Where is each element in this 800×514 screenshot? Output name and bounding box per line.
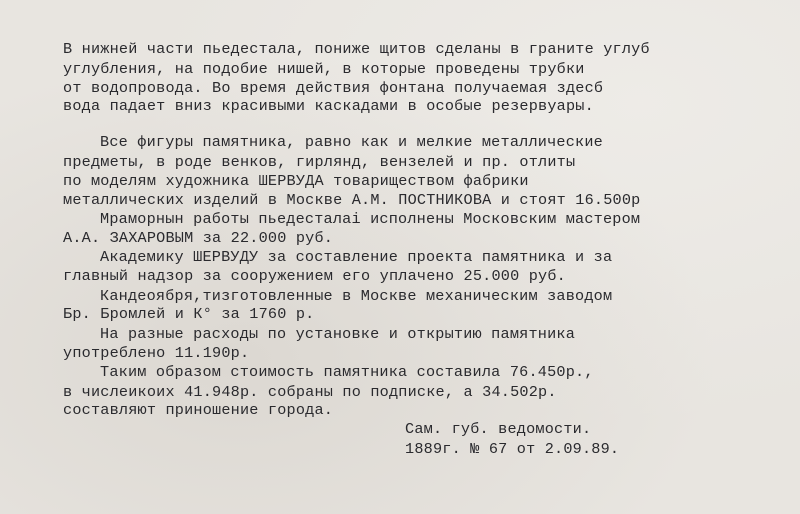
source-line: Сам. губ. ведомости. — [405, 420, 592, 438]
text-line: В нижней части пьедестала, пониже щитов сделаны в граните углуб — [63, 40, 650, 58]
text-line: углубления, на подобие нишей, в которые проведены трубки — [63, 60, 585, 78]
text-line: металлических изделий в Москве А.М. ПОСТНИКОВА и стоят 16.500р — [63, 191, 641, 209]
text-line: Таким образом стоимость памятника составила 76.450р., — [100, 363, 594, 381]
text-line: Академику ШЕРВУДУ за составление проекта памятника и за — [100, 248, 613, 266]
source-date-line: 1889г. № 67 от 2.09.89. — [405, 440, 620, 458]
text-line: Бр. Бромлей и К° за 1760 р. — [63, 305, 315, 323]
text-line: вода падает вниз красивыми каскадами в особые резервуары. — [63, 97, 594, 115]
text-line: в числеикоих 41.948р. собраны по подписке, а 34.502р. — [63, 383, 557, 401]
text-line: употреблено 11.190р. — [63, 344, 250, 362]
text-line: На разные расходы по установке и открытию памятника — [100, 325, 576, 343]
text-line: составляют приношение города. — [63, 401, 334, 419]
text-line: А.А. ЗАХАРОВЫМ за 22.000 руб. — [63, 229, 334, 247]
text-line: по моделям художника ШЕРВУДА товариществом фабрики — [63, 172, 529, 190]
text-line: главный надзор за сооружением его уплачено 25.000 руб. — [63, 267, 566, 285]
text-line: Кандеоября,тизготовленные в Москве механическим заводом — [100, 287, 613, 305]
text-line: Все фигуры памятника, равно как и мелкие металлические — [100, 133, 603, 151]
text-line: от водопровода. Во время действия фонтана получаемая здесб — [63, 79, 604, 97]
text-line: Мраморнын работы пьедесталаі исполнены Московским мастером — [100, 210, 641, 228]
text-line: предметы, в роде венков, гирлянд, вензелей и пр. отлиты — [63, 153, 576, 171]
